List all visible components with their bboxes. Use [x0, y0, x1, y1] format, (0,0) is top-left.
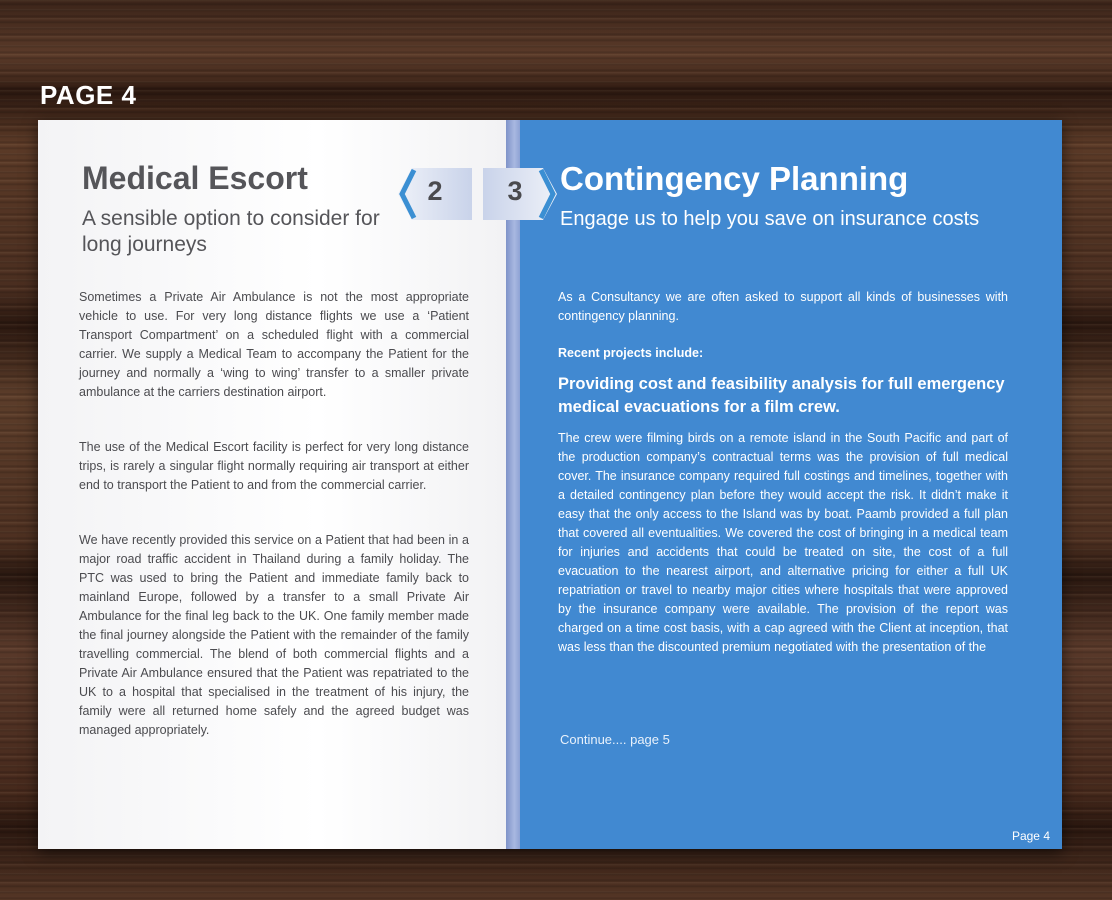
- spine: [506, 120, 520, 849]
- left-paragraph-2: The use of the Medical Escort facility is perfect for very long distance trips, is rarely a singular flight normally requiring air transport at either end to transport the Patient to and from the commercial carrier.: [79, 440, 469, 492]
- left-paragraph-1: Sometimes a Private Air Ambulance is not the most appropriate vehicle to use. For very long distance flights we use a ‘Patient Transport Compartment’ on a scheduled flight with a commercial carrier. We supply a Medical Team to accompany the Patient for the journey and normally a ‘wing to wing’ transfer to a smaller private ambulance at the carriers destination airport.: [79, 290, 469, 399]
- previous-page-number: 2: [427, 176, 443, 206]
- left-paragraph-3: We have recently provided this service on a Patient that had been in a major road traffic accident in Thailand during a family holiday. The PTC was used to bring the Patient and immediate family back to mainland Europe, followed by a transfer to a small Private Air Ambulance for the final leg back to the UK. One family member made the final journey alongside the Patient with the remainder of the family travelling commercial. The blend of both commercial flights and a Private Air Ambulance ensured that the Patient was repatriated to the UK to a hospital that specialised in the treatment of his injury, the family were all returned home safely and the agreed budget was managed appropriately.: [79, 533, 469, 737]
- page-label: PAGE 4: [40, 80, 137, 110]
- intro-paragraph: As a Consultancy we are often asked to support all kinds of businesses with contingency planning.: [558, 290, 1008, 323]
- project-heading: Providing cost and feasibility analysis for full emergency medical evacuations for a film crew.: [558, 375, 1005, 416]
- continue-link[interactable]: Continue.... page 5: [560, 732, 670, 747]
- right-page-body: [558, 288, 1008, 657]
- next-page-tab[interactable]: [483, 166, 559, 222]
- right-page-subtitle: Engage us to help you save on insurance costs: [560, 208, 980, 230]
- page-number: Page 4: [1011, 829, 1050, 843]
- right-page: [520, 120, 1062, 849]
- left-page-subtitle: A sensible option to consider for long journeys: [82, 207, 380, 256]
- right-page-title: Contingency Planning: [560, 160, 909, 197]
- brochure-spread: [38, 120, 1062, 849]
- recent-projects-label: Recent projects include:: [558, 346, 704, 360]
- left-page-title: Medical Escort: [82, 160, 308, 196]
- left-page-body: [79, 288, 469, 776]
- next-page-number: 3: [507, 176, 523, 206]
- project-body: The crew were filming birds on a remote island in the South Pacific and part of the production company’s contractual terms was the provision of full medical cover. The insurance company required full costings and timelines, together with a detailed contingency plan before they would accept the risk. It didn’t make it easy that the only access to the Island was by boat. Paamb provided a full plan that covered all eventualities. We covered the cost of bringing in a medical team for injuries and accidents that could be treated on site, the cost of a full evacuation to the nearest airport, and alternative pricing for either a full UK repatriation or travel to nearby major cities where hospitals that were approved by the insurance company were available. The provision of the report was charged on a time cost basis, with a cap agreed with the Client at inception, that was less than the discounted premium negotiated with the presentation of the: [558, 431, 1008, 654]
- previous-page-tab[interactable]: [396, 166, 472, 222]
- left-page: [38, 120, 506, 849]
